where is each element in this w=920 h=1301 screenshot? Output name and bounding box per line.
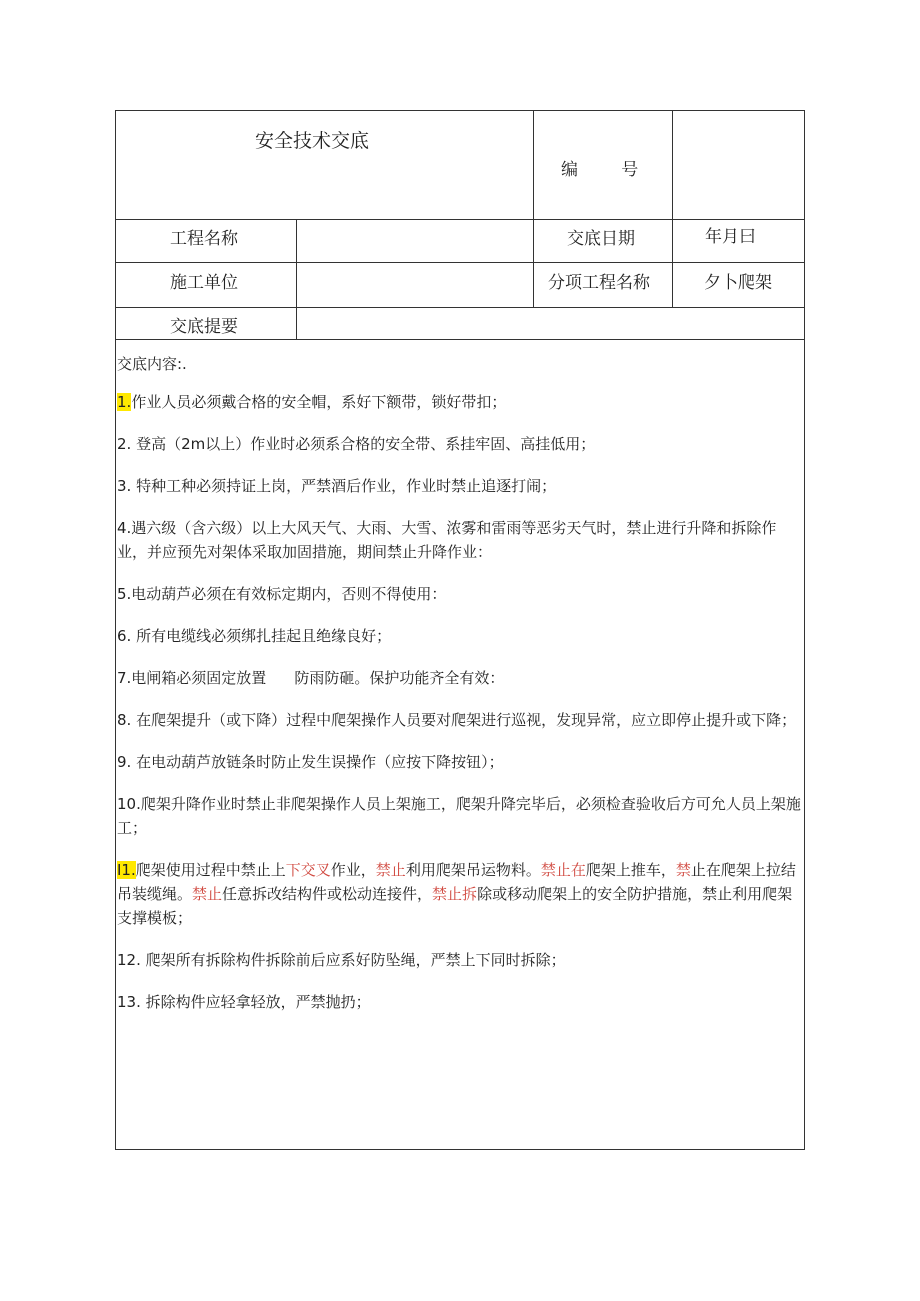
date-label: 交底日期 xyxy=(567,229,635,249)
content-item-10: 10.爬架升降作业时禁止非爬架操作人员上架施工，爬架升降完毕后，必须检查验收后方可允人员上架施工； xyxy=(117,795,801,837)
summary-label: 交底提要 xyxy=(170,317,238,337)
number-label: 编 号 xyxy=(561,160,639,180)
red-text: 下交叉 xyxy=(285,861,331,879)
unit-label: 施工单位 xyxy=(170,273,238,293)
column-divider xyxy=(533,110,534,308)
content-item-8: 8. 在爬架提升（或下降）过程中爬架操作人员要对爬架进行巡视，发现异常，应立即停止提升或下降； xyxy=(117,711,797,729)
red-text: 禁止 xyxy=(192,885,223,903)
item-text: 7.电闸箱必须固定放置 xyxy=(117,669,267,687)
content-item-4: 4.遇六级（含六级）以上大风天气、大雨、大雪、浓雾和雷雨等恶劣天气时，禁止进行升降和拆除作业，并应预先对架体采取加固措施，期间禁止升降作业： xyxy=(117,519,777,561)
content-item-2: 2. 登高（2m以上）作业时必须系合格的安全带、系挂牢固、高挂低用； xyxy=(117,435,596,453)
item-text: 防雨防砸。保护功能齐全有效： xyxy=(294,669,505,687)
red-text: 禁止在 xyxy=(540,861,586,879)
disclosure-content xyxy=(117,352,801,1032)
content-item-7 xyxy=(117,666,801,690)
project-name-label: 工程名称 xyxy=(170,229,238,249)
item-text: 止在爬架上拉结吊装缆绳。 xyxy=(117,861,796,903)
row-divider xyxy=(115,307,805,308)
item-text: 除或移动爬架上的安全防护措施，禁止利用爬架支撑模板； xyxy=(117,885,793,927)
content-item-9: 9. 在电动葫芦放链条时防止发生误操作（应按下降按钮）； xyxy=(117,753,504,771)
column-divider xyxy=(296,219,297,340)
content-item-6: 6. 所有电缆线必须绑扎挂起且绝缘良好； xyxy=(117,627,392,645)
item-text: 爬架上推车， xyxy=(585,861,676,879)
row-divider xyxy=(115,219,805,220)
content-item-13: 13. 拆除构件应轻拿轻放，严禁抛扔； xyxy=(117,993,371,1011)
item-number-highlight: 1. xyxy=(117,393,132,411)
item-text: 作业人员必须戴合格的安全帽，系好下额带，锁好带扣； xyxy=(131,393,507,411)
subproject-label: 分项工程名称 xyxy=(548,273,650,293)
date-value[interactable]: 年月曰 xyxy=(705,227,756,247)
document-title: 安全技术交底 xyxy=(255,130,370,152)
content-item-1 xyxy=(117,390,801,414)
red-text: 禁止 xyxy=(375,861,406,879)
subproject-value[interactable]: 夕卜爬架 xyxy=(704,273,772,293)
red-text: 禁 xyxy=(675,861,691,879)
item-text: 作业， xyxy=(330,861,376,879)
red-text: 禁止拆 xyxy=(432,885,478,903)
content-item-11 xyxy=(117,858,801,930)
content-item-12: 12. 爬架所有拆除构件拆除前后应系好防坠绳，严禁上下同时拆除； xyxy=(117,951,566,969)
row-divider xyxy=(115,339,805,340)
item-number-highlight: I1. xyxy=(117,861,136,879)
content-intro: 交底内容:. xyxy=(117,355,187,373)
item-text: 任意拆改结构件或松动连接件， xyxy=(222,885,433,903)
column-divider xyxy=(672,110,673,308)
content-item-3: 3. 特种工种必须持证上岗，严禁酒后作业，作业时禁止追逐打闹； xyxy=(117,477,557,495)
item-text: 利用爬架吊运物料。 xyxy=(405,861,541,879)
content-item-5: 5.电动葫芦必须在有效标定期内，否则不得使用： xyxy=(117,585,447,603)
row-divider xyxy=(115,262,805,263)
item-text: 爬架使用过程中禁止上 xyxy=(135,861,286,879)
